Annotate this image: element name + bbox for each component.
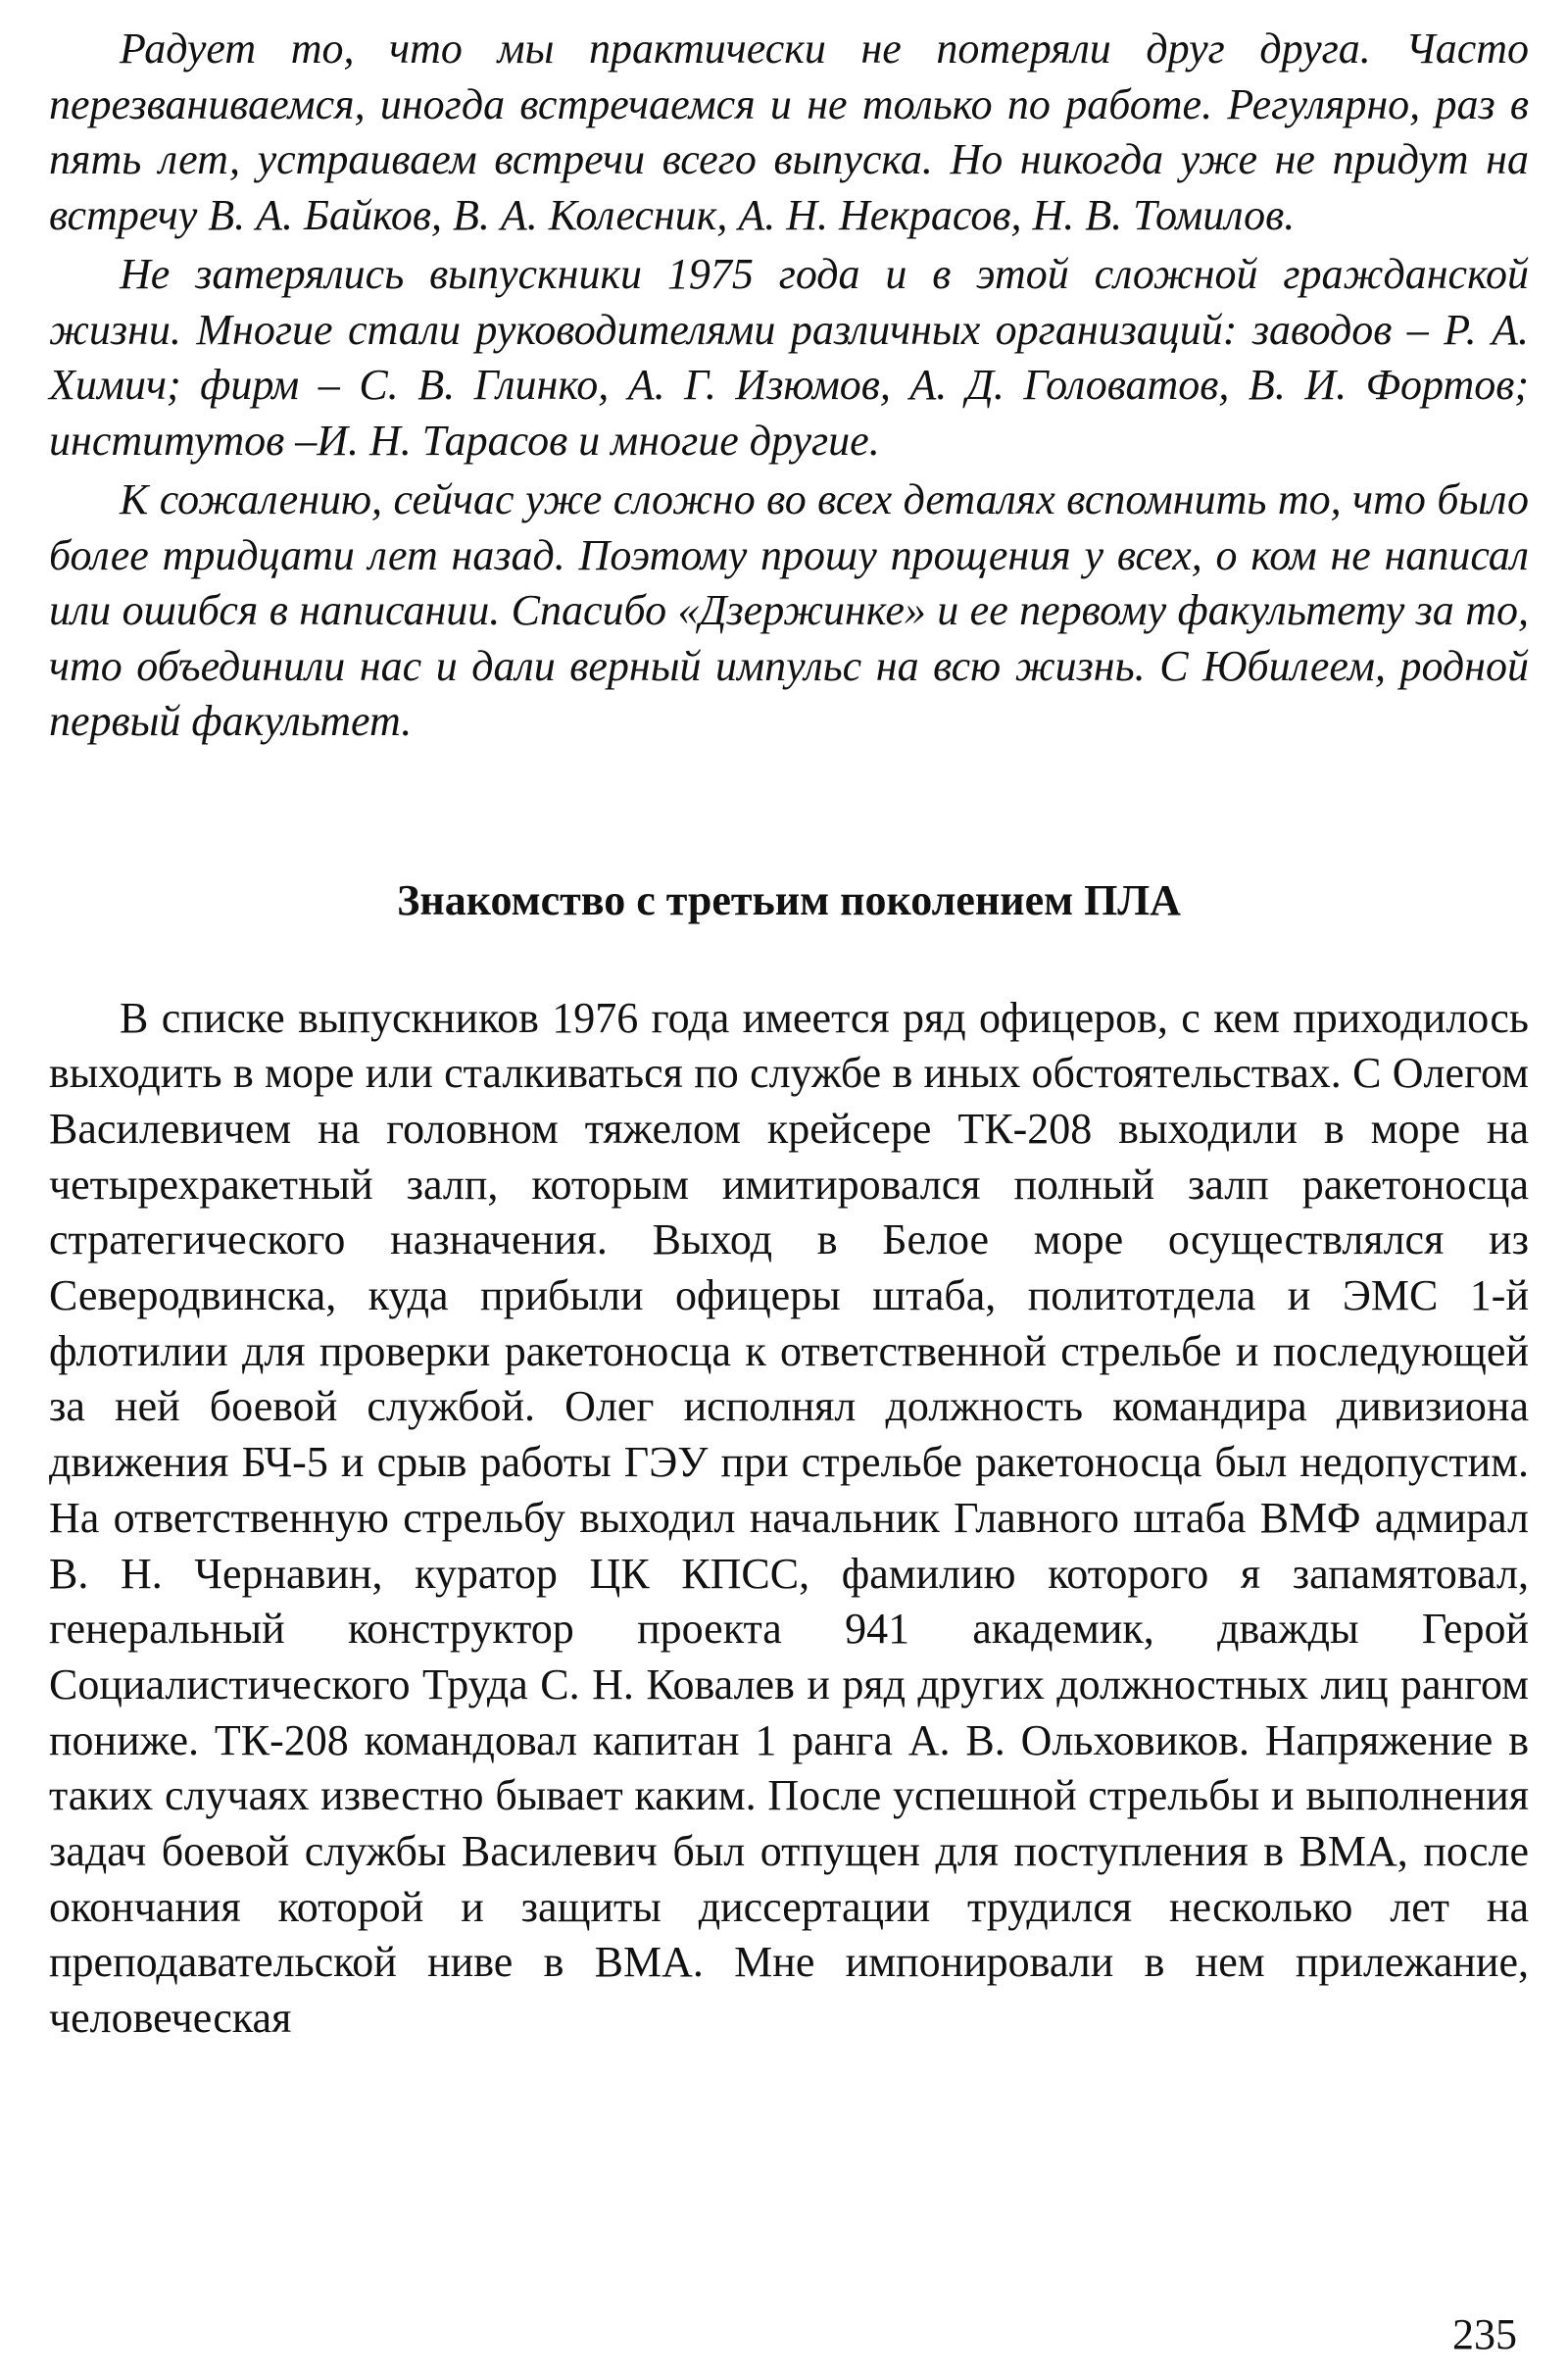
italic-paragraph: К сожалению, сейчас уже сложно во всех деталях вспомнить то, что было более тридцати лет назад. Поэтому прошу прощения у всех, о ком не написал или ошибся в написании. Спасибо «Дзержинке» и ее первому факультету за то, что объединили нас и дали верный импульс на всю жизнь. С Юбилеем, родной первый факультет. [49, 475, 1529, 745]
italic-memoir-block [49, 22, 1529, 750]
page-number: 235 [1452, 2310, 1517, 2358]
italic-paragraph: Радует то, что мы практически не потеряли друг друга. Часто перезваниваемся, иногда встречаемся и не только по работе. Регулярно, раз в пять лет, устраиваем встречи всего выпуска. Но никогда уже не придут на встречу В. А. Байков, В. А. Колесник, А. Н. Некрасов, Н. В. Томилов. [49, 25, 1529, 239]
body-paragraph: В списке выпускников 1976 года имеется ряд офицеров, с кем приходилось выходить в море или сталкиваться по службе в иных обстоятельствах. С Олегом Василевичем на головном тяжелом крейсере ТК-208 выходили в море на четырехракетный залп, которым имитировался полный залп ракетоносца стратегического назначения. Выход в Белое море осуществлялся из Северодвинска, куда прибыли офицеры штаба, политотдела и ЭМС 1-й флотилии для проверки ракетоносца к ответственной стрельбе и последующей за ней боевой службой. Олег исполнял должность командира дивизиона движения БЧ-5 и срыв работы ГЭУ при стрельбе ракетоносца был недопустим. На ответственную стрельбу выходил начальник Главного штаба ВМФ адмирал В. Н. Чернавин, куратор ЦК КПСС, фамилию которого я запамятовал, генеральный конструктор проекта 941 академик, дважды Герой Социалистического Труда С. Н. Ковалев и ряд других должностных лиц рангом пониже. ТК-208 командовал капитан 1 ранга А. В. Ольховиков. Напряжение в таких случаях известно бывает каким. После успешной стрельбы и выполнения задач боевой службы Василевич был отпущен для поступления в ВМА, после окончания которой и защиты диссертации трудился несколько лет на преподавательской ниве в ВМА. Мне импонировали в нем прилежание, человеческая [49, 993, 1529, 2043]
book-page [49, 22, 1529, 2047]
body-text-block [49, 991, 1529, 2047]
italic-paragraph: Не затерялись выпускники 1975 года и в этой сложной гражданской жизни. Многие стали руководителями различных организаций: заводов – Р. А. Химич; фирм – С. В. Глинко, А. Г. Изюмов, А. Д. Головатов, В. И. Фортов; институтов –И. Н. Тарасов и многие другие. [49, 250, 1529, 465]
section-heading: Знакомство с третьим поколением ПЛА [397, 875, 1181, 924]
